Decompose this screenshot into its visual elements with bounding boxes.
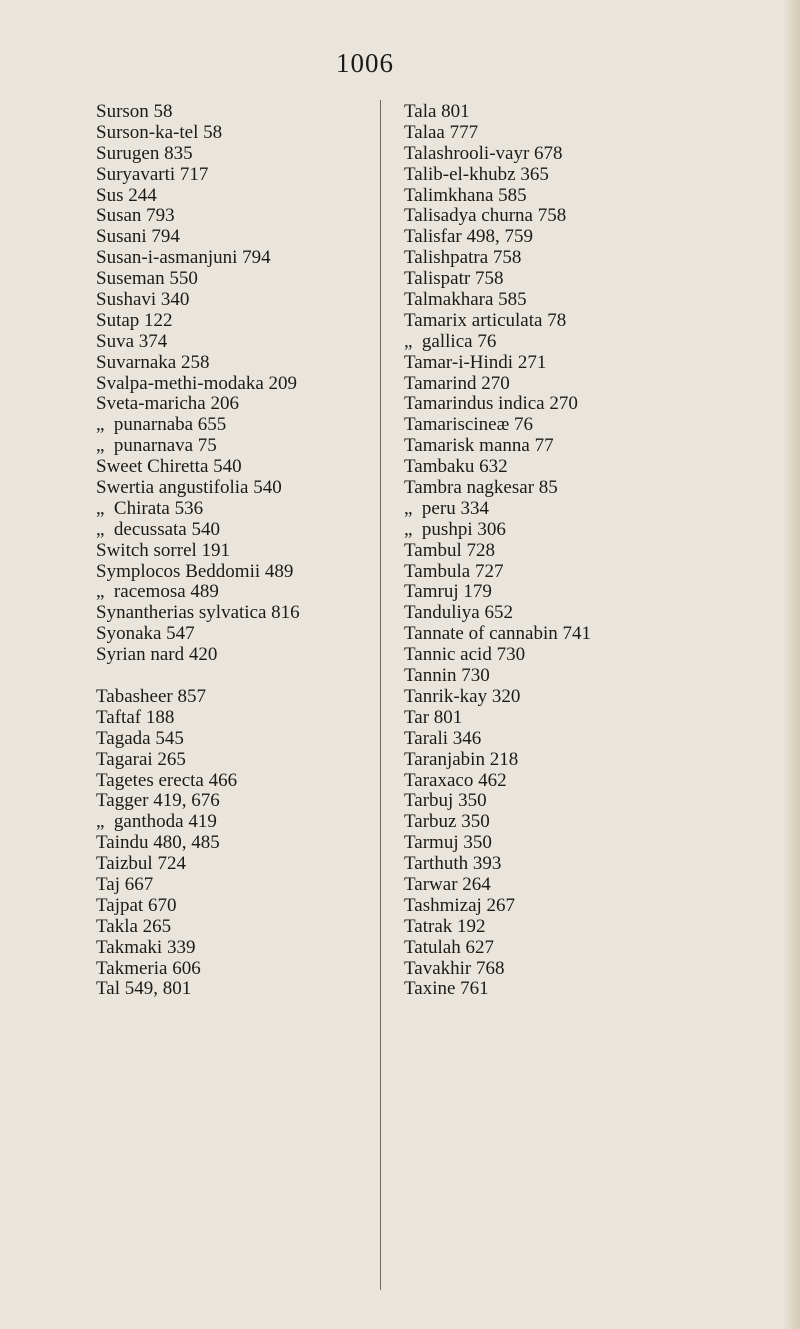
index-entry: Tarmuj 350	[404, 832, 492, 854]
index-entry: Suryavarti 717	[96, 163, 209, 185]
index-entry: „ Chirata 536	[96, 497, 204, 519]
column-divider	[380, 100, 381, 1290]
index-entry: Tambula 727	[404, 560, 504, 582]
index-entry: „ gallica 76	[404, 330, 497, 352]
index-entry: Taftaf 188	[96, 706, 175, 728]
index-entry: Tabasheer 857	[96, 685, 206, 707]
index-entry: Tal 549, 801	[96, 978, 192, 1000]
index-entry: Tavakhir 768	[404, 957, 505, 979]
index-entry: Surson 58	[96, 101, 173, 122]
right-index-column	[404, 102, 591, 1000]
index-entry: „ decussata 540	[96, 518, 220, 540]
index-entry: Talaa 777	[404, 121, 479, 143]
index-entry: Taxine 761	[404, 978, 489, 1000]
index-entry: Talashrooli-vayr 678	[404, 142, 563, 164]
index-entry: Tagetes erecta 466	[96, 769, 238, 791]
index-entry: Tamarisk manna 77	[404, 435, 554, 457]
index-entry: Tagada 545	[96, 727, 184, 749]
index-entry: Talmakhara 585	[404, 289, 527, 311]
index-entry: Tamarindus indica 270	[404, 393, 578, 415]
index-entry: Sveta-maricha 206	[96, 393, 239, 415]
index-entry: Tarbuj 350	[404, 790, 487, 812]
index-entry: Tajpat 670	[96, 894, 177, 916]
index-entry: Talimkhana 585	[404, 184, 527, 206]
index-entry: Talispatr 758	[404, 268, 504, 290]
index-entry: Susan 793	[96, 205, 175, 227]
index-entry: Tannin 730	[404, 665, 490, 687]
index-entry: Tamar-i-Hindi 271	[404, 351, 547, 373]
index-entry: Tamariscineæ 76	[404, 414, 533, 436]
page-edge-stain	[782, 0, 800, 1329]
index-entry: „ punarnava 75	[96, 435, 217, 457]
index-entry: Suvarnaka 258	[96, 351, 210, 373]
index-entry: Takmeria 606	[96, 957, 201, 979]
section-gap	[96, 666, 300, 687]
index-entry: Tannate of cannabin 741	[404, 623, 592, 645]
index-entry: Tamruj 179	[404, 581, 492, 603]
index-entry: Taranjabin 218	[404, 748, 519, 770]
index-entry: Suseman 550	[96, 268, 198, 290]
index-entry: Talib-el-khubz 365	[404, 163, 549, 185]
index-entry: Sus 244	[96, 184, 157, 206]
index-entry: Tashmizaj 267	[404, 894, 516, 916]
index-entry: Sushavi 340	[96, 289, 190, 311]
index-entry: Tarbuz 350	[404, 811, 490, 833]
index-entry: Taraxaco 462	[404, 769, 507, 791]
index-entry: Tamarind 270	[404, 372, 510, 394]
index-entry: Susan-i-asmanjuni 794	[96, 247, 271, 269]
index-entry: Taindu 480, 485	[96, 832, 220, 854]
index-entry: Tarwar 264	[404, 873, 491, 895]
index-entry: Talishpatra 758	[404, 247, 522, 269]
index-entry: Takla 265	[96, 915, 172, 937]
index-entry: Taizbul 724	[96, 853, 186, 875]
index-entry: „ pushpi 306	[404, 518, 506, 540]
index-entry: Tala 801	[404, 101, 470, 122]
index-entry: „ ganthoda 419	[96, 811, 217, 833]
index-entry: Taj 667	[96, 873, 154, 895]
index-entry: Surson-ka-tel 58	[96, 121, 223, 143]
index-entry: Symplocos Beddomii 489	[96, 560, 294, 582]
index-entry: Synantherias sylvatica 816	[96, 602, 300, 624]
page-number: 1006	[336, 48, 394, 78]
index-entry: „ punarnaba 655	[96, 414, 227, 436]
index-entry: Tatrak 192	[404, 915, 486, 937]
index-entry: Tanduliya 652	[404, 602, 513, 624]
index-entry: Syrian nard 420	[96, 644, 218, 666]
index-entry: Sutap 122	[96, 309, 173, 331]
index-entry: „ peru 334	[404, 497, 489, 519]
index-entry: Swertia angustifolia 540	[96, 477, 282, 499]
index-entry: Tarthuth 393	[404, 853, 502, 875]
index-entry: Tannic acid 730	[404, 644, 526, 666]
index-entry: Tambaku 632	[404, 456, 508, 478]
index-entry: Tamarix articulata 78	[404, 309, 567, 331]
index-entry: Surugen 835	[96, 142, 193, 164]
index-entry: Tambul 728	[404, 539, 496, 561]
index-entry: Talisadya churna 758	[404, 205, 567, 227]
index-entry: Takmaki 339	[96, 936, 196, 958]
left-index-column	[96, 102, 300, 1000]
index-entry: Switch sorrel 191	[96, 539, 231, 561]
index-entry: Tatulah 627	[404, 936, 494, 958]
index-entry: Tar 801	[404, 706, 463, 728]
index-entry: Tambra nagkesar 85	[404, 477, 558, 499]
index-entry: Syonaka 547	[96, 623, 195, 645]
index-entry: Suva 374	[96, 330, 168, 352]
index-entry: Susani 794	[96, 226, 180, 248]
index-entry: Tagarai 265	[96, 748, 186, 770]
index-entry: Sweet Chiretta 540	[96, 456, 242, 478]
index-entry: Tarali 346	[404, 727, 482, 749]
index-entry: Tagger 419, 676	[96, 790, 220, 812]
index-entry: Svalpa-methi-modaka 209	[96, 372, 298, 394]
index-entry: Talisfar 498, 759	[404, 226, 534, 248]
index-entry: Tanrik-kay 320	[404, 685, 521, 707]
index-entry: „ racemosa 489	[96, 581, 219, 603]
